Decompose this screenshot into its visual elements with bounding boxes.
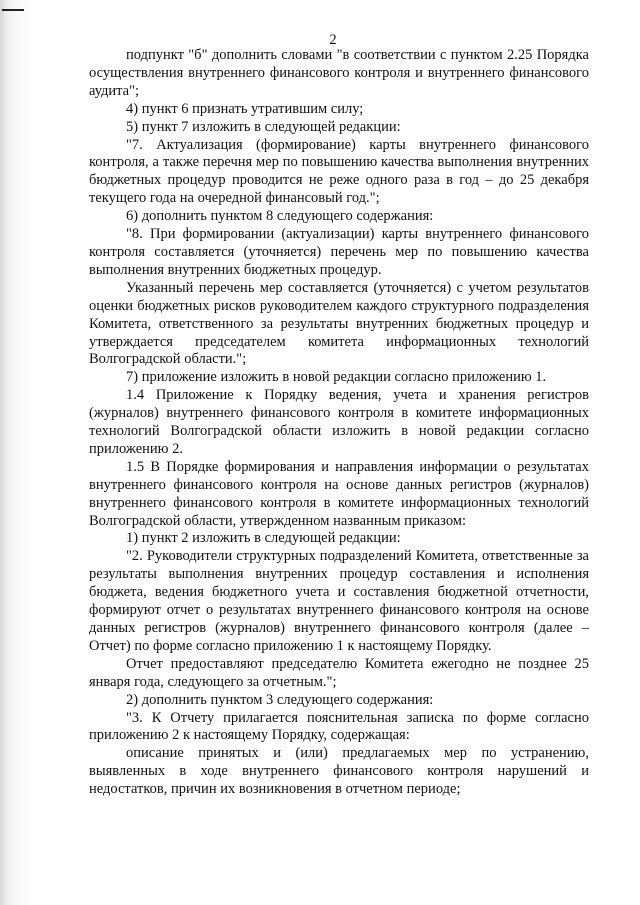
paragraph: описание принятых и (или) предлагаемых мер по устранению, выявленных в ходе внутреннего финансового контроля нарушений и недостатков, причин их возникновения в отчетном периоде;	[89, 745, 589, 798]
paragraph: Отчет предоставляют председателю Комитета ежегодно не позднее 25 января года, следующего за отчетным.";	[89, 655, 589, 690]
paragraph: "7. Актуализация (формирование) карты внутреннего финансового контроля, а также перечня мер по повышению качества выполнения внутренних бюджетных процедур проводится не реже одного раза в год – до 25 декабря текущего года на очередной финансовый год.";	[89, 136, 589, 207]
paragraph: "3. К Отчету прилагается пояснительная записка по форме согласно приложению 2 к настоящему Порядку, содержащая:	[89, 709, 589, 744]
scan-mark	[2, 9, 24, 11]
paragraph: "2. Руководители структурных подразделений Комитета, ответственные за результаты выполнения внутренних процедур составления и исполнения бюджета, ведения бюджетного учета и составления бюджетной отчетности, формируют отчет о результатах внутреннего финансового контроля на основе данных регистров (журналов) внутреннего финансового контроля (далее – Отчет) по форме согласно приложению 1 к настоящему Порядку.	[89, 548, 589, 654]
paragraph: подпункт "б" дополнить словами "в соответствии с пунктом 2.25 Порядка осуществления внутреннего финансового контроля и внутреннего финансового аудита";	[89, 47, 589, 99]
paragraph: 1) пункт 2 изложить в следующей редакции:	[126, 530, 401, 547]
paragraph: 2) дополнить пунктом 3 следующего содержания:	[126, 691, 434, 708]
paragraph: 1.5 В Порядке формирования и направления информации о результатах внутреннего финансового контроля на основе данных регистров (журналов) внутреннего финансового контроля в комитете информационных технологий Волгоградской области, утвержденном названным приказом:	[89, 458, 589, 529]
page-number: 2	[329, 32, 337, 48]
paragraph: 7) приложение изложить в новой редакции согласно приложению 1.	[126, 369, 547, 386]
paragraph: 6) дополнить пунктом 8 следующего содержания:	[126, 208, 434, 225]
scan-shadow-edge	[0, 0, 34, 905]
paragraph: "8. При формировании (актуализации) карты внутреннего финансового контроля составляется (уточняется) перечень мер по повышению качества выполнения внутренних бюджетных процедур.	[89, 226, 589, 278]
paragraph: 1.4 Приложение к Порядку ведения, учета и хранения регистров (журналов) внутреннего финансового контроля в комитете информационных технологий Волгоградской области изложить в новой редакции согласно приложению 2.	[89, 387, 589, 457]
paragraph: 5) пункт 7 изложить в следующей редакции:	[126, 118, 401, 135]
paragraph: 4) пункт 6 признать утратившим силу;	[126, 100, 364, 117]
paragraph: Указанный перечень мер составляется (уточняется) с учетом результатов оценки бюджетных рисков руководителем каждого структурного подразделения Комитета, ответственного за результаты внутренних бюджетных процедур и утверждается председателем комитета информационных технологий Волгоградской области.";	[89, 279, 589, 368]
document-body	[89, 47, 589, 799]
